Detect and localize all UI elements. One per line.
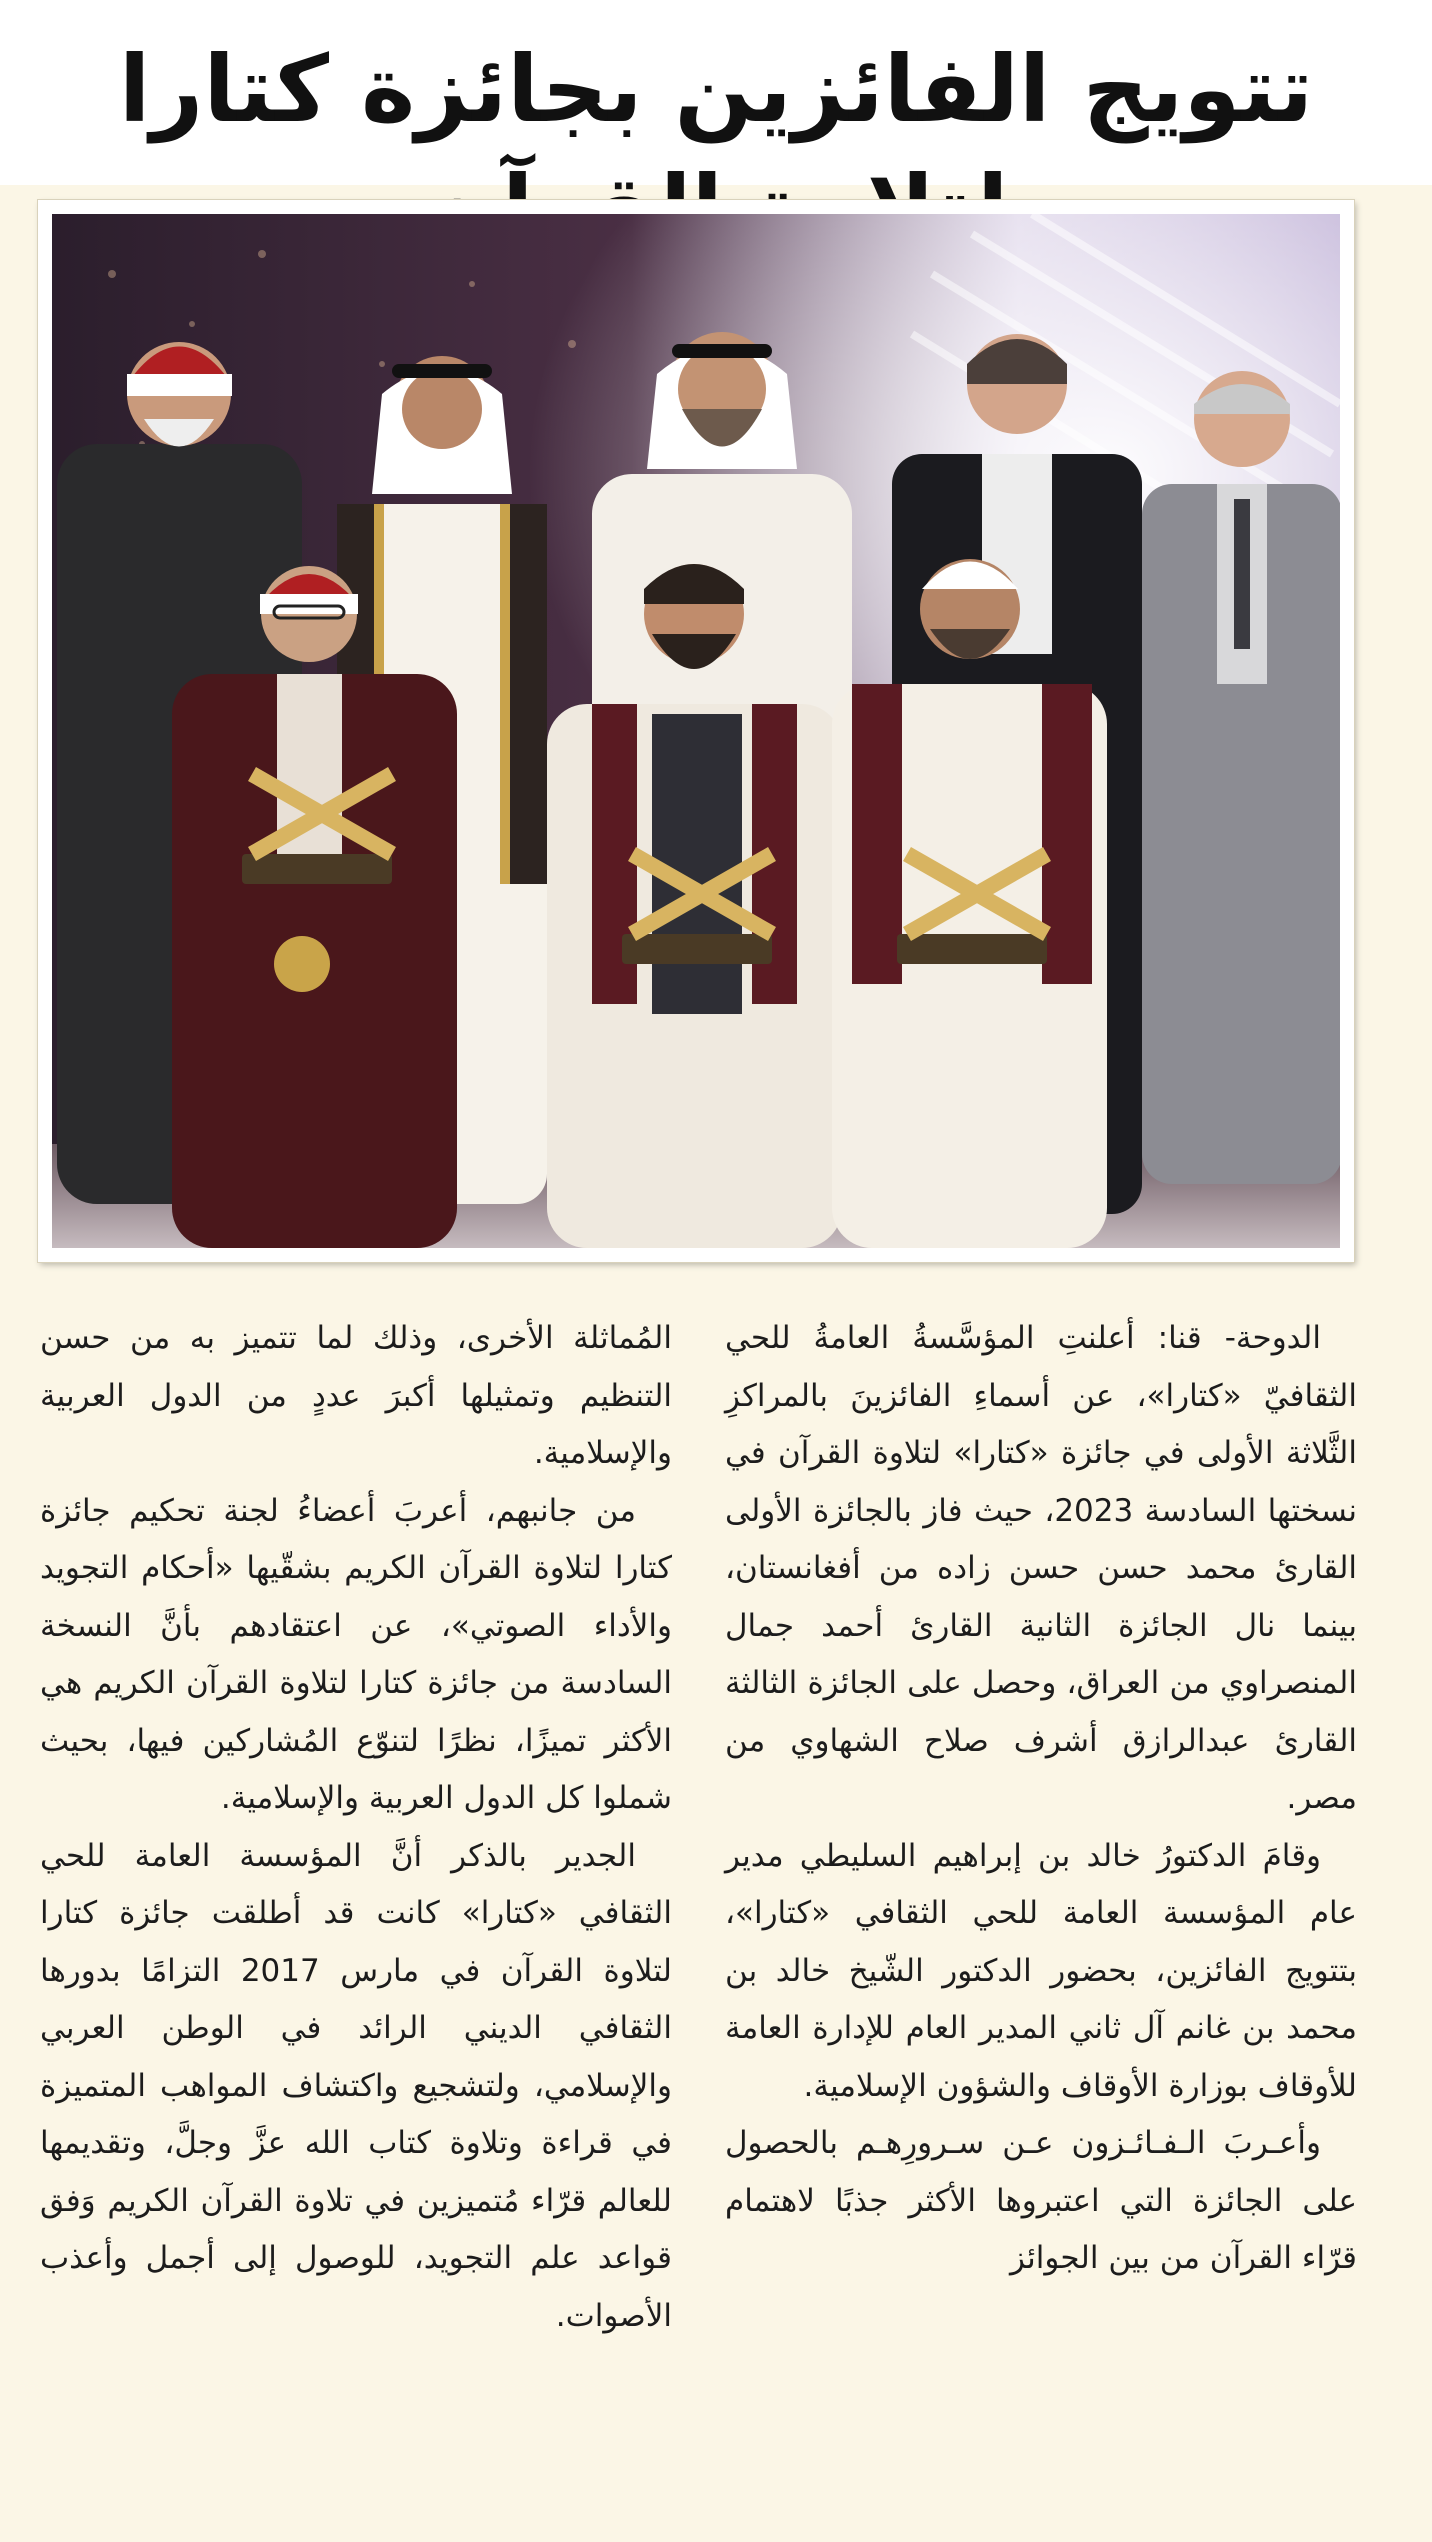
- paragraph: الجدير بالذكر أنَّ المؤسسة العامة للحي الثقافي «كتارا» كانت قد أطلقت جائزة كتارا لتلاوة القرآن في مارس 2017 التزامًا بدورها الثقافي الديني الرائد في الوطن العربي والإسلامي، ولتشجيع واكتشاف المواهب المتميزة في قراءة وتلاوة كتاب الله عزَّ وجلَّ، وتقديمها للعالم قرّاء مُتميزين في تلاوة القرآن الكريم وَفق قواعد علم التجويد، للوصول إلى أجمل وأعذب الأصوات.: [40, 1837, 672, 2334]
- headline: تتويج الفائزين بجائزة كتارا: [118, 36, 1314, 143]
- news-photo: [38, 200, 1354, 1262]
- article-right-column: [725, 1310, 1357, 2288]
- paragraph: الدوحة- قنا: أعلنتِ المؤسَّسةُ العامةُ للحي الثقافيّ «كتارا»، عن أسماءِ الفائزينَ بالمراكزِ الثَّلاثة الأولى في جائزة «كتارا» لتلاوة القرآن في نسختها السادسة 2023، حيث فاز بالجائزة الأولى القارئ محمد حسن حسن زاده من أفغانستان، بينما نال الجائزة الثانية القارئ أحمد جمال المنصراوي من العراق، وحصل على الجائزة الثالثة القارئ عبدالرازق أشرف صلاح الشهاوي من مصر.: [725, 1320, 1357, 1816]
- article-left-column: [40, 1310, 672, 2345]
- paragraph: المُماثلة الأخرى، وذلك لما تتميز به من حسن التنظيم وتمثيلها أكبرَ عددٍ من الدول العربية والإسلامية.: [40, 1320, 672, 1471]
- paragraph: من جانبهم، أعربَ أعضاءُ لجنة تحكيم جائزة كتارا لتلاوة القرآن الكريم بشقّيها «أحكام التجويد والأداء الصوتي»، عن اعتقادهم بأنَّ النسخة السادسة من جائزة كتارا لتلاوة القرآن الكريم هي الأكثر تميزًا، نظرًا لتنوّع المُشاركين فيها، بحيث شملوا كل الدول العربية والإسلامية.: [40, 1492, 672, 1816]
- paragraph: وقامَ الدكتورُ خالد بن إبراهيم السليطي مدير عام المؤسسة العامة للحي الثقافي «كتارا»، بتتويج الفائزين، بحضور الدكتور الشّيخ خالد بن محمد بن غانم آل ثاني المدير العام للإدارة العامة للأوقاف بوزارة الأوقاف والشؤون الإسلامية.: [725, 1837, 1357, 2104]
- paragraph: وأعـربَ الـفـائـزون عـن سـرورِهـم بالحصول على الجائزة التي اعتبروها الأكثر جذبًا لاهتمام قرّاء القرآن من بين الجوائز: [725, 2125, 1357, 2276]
- award-ceremony-photo-icon: [52, 214, 1340, 1248]
